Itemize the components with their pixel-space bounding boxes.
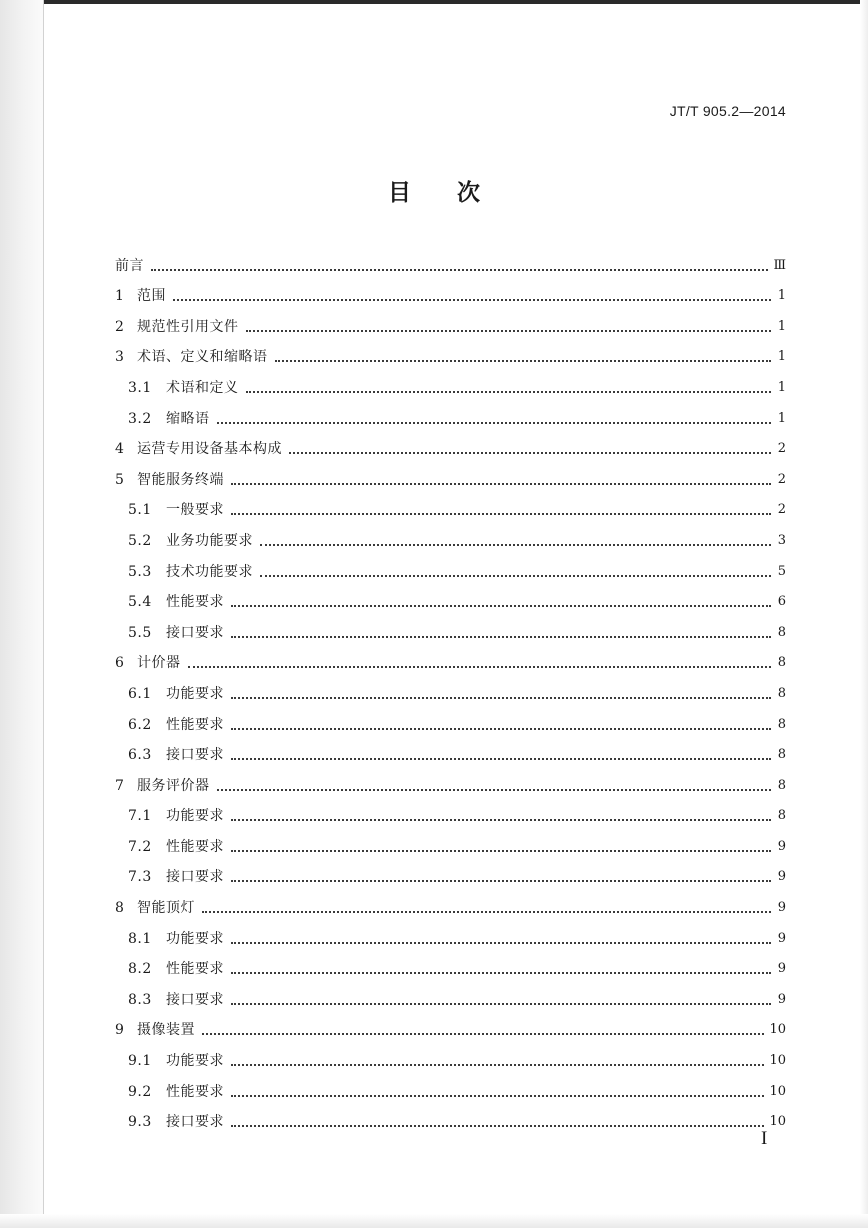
toc-entry-page: 8 xyxy=(777,716,786,732)
toc-entry[interactable] xyxy=(115,856,786,887)
toc-entry-page: 9 xyxy=(777,869,786,885)
toc-entry-page: 6 xyxy=(777,594,786,610)
toc-entry-number: 3.2 xyxy=(128,410,152,427)
toc-entry-number: 8.3 xyxy=(128,991,152,1008)
toc-dot-leader xyxy=(231,758,771,760)
toc-entry-page: 1 xyxy=(777,410,786,426)
toc-entry[interactable] xyxy=(115,642,786,673)
toc-entry-number: 9.1 xyxy=(128,1053,152,1070)
toc-entry[interactable] xyxy=(115,489,786,520)
toc-entry-number: 8 xyxy=(115,900,124,917)
toc-entry-label: 术语、定义和缩略语 xyxy=(137,349,268,366)
toc-dot-leader xyxy=(231,605,771,607)
table-of-contents xyxy=(115,244,786,1131)
scan-top-edge xyxy=(0,0,868,4)
toc-entry-number: 9.2 xyxy=(128,1083,152,1100)
toc-entry-number: 7 xyxy=(115,777,124,794)
document-code: JT/T 905.2—2014 xyxy=(669,103,786,119)
toc-entry-label: 范围 xyxy=(137,288,166,305)
toc-entry-number: 7.2 xyxy=(128,838,152,855)
toc-entry[interactable] xyxy=(115,886,786,917)
toc-dot-leader xyxy=(231,1003,771,1005)
toc-entry-label: 运营专用设备基本构成 xyxy=(137,441,282,458)
toc-dot-leader xyxy=(231,636,771,638)
toc-entry[interactable] xyxy=(115,550,786,581)
toc-entry-label: 功能要求 xyxy=(166,930,224,947)
toc-entry-label: 摄像装置 xyxy=(137,1022,195,1039)
toc-entry-page: 1 xyxy=(777,349,786,365)
toc-entry[interactable] xyxy=(115,917,786,948)
toc-entry[interactable] xyxy=(115,458,786,489)
toc-entry[interactable] xyxy=(115,519,786,550)
toc-entry-page: 9 xyxy=(777,961,786,977)
toc-entry-number: 1 xyxy=(115,288,124,305)
toc-entry-label: 术语和定义 xyxy=(166,379,239,396)
toc-entry-number: 9.3 xyxy=(128,1114,152,1131)
toc-entry[interactable] xyxy=(115,734,786,765)
toc-entry-label: 接口要求 xyxy=(166,991,224,1008)
toc-entry-label: 一般要求 xyxy=(166,502,224,519)
toc-entry-number: 6 xyxy=(115,655,124,672)
toc-dot-leader xyxy=(231,697,771,699)
toc-dot-leader xyxy=(231,1064,764,1066)
toc-entry-page: 10 xyxy=(769,1114,786,1130)
toc-entry-number: 3.1 xyxy=(128,379,152,396)
toc-dot-leader xyxy=(260,544,771,546)
toc-entry-label: 技术功能要求 xyxy=(166,563,253,580)
toc-entry-label: 前言 xyxy=(115,257,144,274)
toc-entry-page: Ⅲ xyxy=(773,257,786,273)
toc-entry-number: 2 xyxy=(115,318,124,335)
toc-entry-page: 10 xyxy=(769,1022,786,1038)
toc-entry-page: 1 xyxy=(777,288,786,304)
toc-entry-number: 7.1 xyxy=(128,808,152,825)
toc-entry[interactable] xyxy=(115,764,786,795)
toc-dot-leader xyxy=(217,789,772,791)
toc-dot-leader xyxy=(275,360,772,362)
toc-entry-page: 8 xyxy=(777,777,786,793)
toc-entry-page: 1 xyxy=(777,379,786,395)
toc-entry-page: 8 xyxy=(777,808,786,824)
toc-entry-page: 2 xyxy=(777,502,786,518)
toc-entry-label: 业务功能要求 xyxy=(166,532,253,549)
toc-entry-label: 性能要求 xyxy=(166,961,224,978)
toc-entry-page: 9 xyxy=(777,900,786,916)
toc-entry-label: 性能要求 xyxy=(166,838,224,855)
toc-entry-page: 5 xyxy=(777,563,786,579)
toc-entry-label: 功能要求 xyxy=(166,685,224,702)
toc-entry-page: 9 xyxy=(777,930,786,946)
toc-entry-label: 缩略语 xyxy=(166,410,210,427)
toc-dot-leader xyxy=(231,972,771,974)
toc-entry-label: 服务评价器 xyxy=(137,777,210,794)
toc-dot-leader xyxy=(231,942,771,944)
toc-entry-number: 6.2 xyxy=(128,716,152,733)
page-number: I xyxy=(761,1128,768,1149)
toc-dot-leader xyxy=(202,911,771,913)
toc-entry-number: 6.3 xyxy=(128,747,152,764)
scan-bottom-edge xyxy=(0,1214,868,1228)
toc-entry-page: 10 xyxy=(769,1083,786,1099)
toc-entry-number: 5.3 xyxy=(128,563,152,580)
toc-entry-number: 3 xyxy=(115,349,124,366)
toc-dot-leader xyxy=(202,1033,764,1035)
toc-entry[interactable] xyxy=(115,672,786,703)
toc-entry-number: 5 xyxy=(115,471,124,488)
toc-dot-leader xyxy=(151,269,768,271)
toc-dot-leader xyxy=(231,819,771,821)
toc-entry-label: 性能要求 xyxy=(166,1083,224,1100)
toc-entry-number: 7.3 xyxy=(128,869,152,886)
toc-entry[interactable] xyxy=(115,978,786,1009)
toc-entry-number: 4 xyxy=(115,441,124,458)
toc-entry-page: 1 xyxy=(777,318,786,334)
toc-dot-leader xyxy=(231,1095,764,1097)
toc-entry-label: 智能服务终端 xyxy=(137,471,224,488)
toc-entry-number: 8.2 xyxy=(128,961,152,978)
toc-entry-page: 9 xyxy=(777,991,786,1007)
toc-entry-number: 5.4 xyxy=(128,594,152,611)
toc-entry-number: 5.2 xyxy=(128,532,152,549)
toc-dot-leader xyxy=(231,850,771,852)
toc-entry[interactable] xyxy=(115,611,786,642)
toc-entry[interactable] xyxy=(115,1070,786,1101)
toc-entry-number: 5.5 xyxy=(128,624,152,641)
toc-dot-leader xyxy=(260,575,771,577)
toc-entry-label: 接口要求 xyxy=(166,1114,224,1131)
toc-dot-leader xyxy=(246,391,772,393)
toc-entry-label: 功能要求 xyxy=(166,808,224,825)
toc-entry[interactable] xyxy=(115,275,786,306)
toc-entry-label: 功能要求 xyxy=(166,1053,224,1070)
toc-entry-label: 计价器 xyxy=(137,655,181,672)
toc-entry[interactable] xyxy=(115,1009,786,1040)
toc-dot-leader xyxy=(188,666,772,668)
toc-entry[interactable] xyxy=(115,1101,786,1132)
page-title: 目次 xyxy=(388,180,526,206)
toc-entry-number: 8.1 xyxy=(128,930,152,947)
toc-entry[interactable] xyxy=(115,366,786,397)
toc-entry-page: 9 xyxy=(777,838,786,854)
toc-entry-label: 性能要求 xyxy=(166,716,224,733)
toc-entry[interactable] xyxy=(115,825,786,856)
toc-dot-leader xyxy=(231,513,771,515)
toc-entry-label: 智能顶灯 xyxy=(137,900,195,917)
toc-dot-leader xyxy=(231,880,771,882)
toc-entry[interactable] xyxy=(115,428,786,459)
toc-entry-page: 3 xyxy=(777,532,786,548)
toc-dot-leader xyxy=(231,728,771,730)
toc-entry[interactable] xyxy=(115,336,786,367)
toc-dot-leader xyxy=(246,330,772,332)
toc-entry-number: 6.1 xyxy=(128,685,152,702)
toc-entry[interactable] xyxy=(115,397,786,428)
toc-entry[interactable] xyxy=(115,703,786,734)
toc-entry[interactable] xyxy=(115,305,786,336)
toc-entry-page: 8 xyxy=(777,655,786,671)
toc-entry[interactable] xyxy=(115,795,786,826)
toc-entry[interactable] xyxy=(115,948,786,979)
toc-entry-label: 接口要求 xyxy=(166,869,224,886)
toc-dot-leader xyxy=(289,452,771,454)
toc-entry[interactable] xyxy=(115,581,786,612)
toc-entry-page: 10 xyxy=(769,1053,786,1069)
toc-entry-page: 8 xyxy=(777,685,786,701)
toc-dot-leader xyxy=(231,1125,764,1127)
toc-dot-leader xyxy=(173,299,771,301)
toc-entry-number: 5.1 xyxy=(128,502,152,519)
toc-entry-label: 接口要求 xyxy=(166,624,224,641)
toc-entry[interactable] xyxy=(115,1039,786,1070)
toc-entry-label: 性能要求 xyxy=(166,594,224,611)
toc-entry-label: 接口要求 xyxy=(166,747,224,764)
toc-entry-page: 2 xyxy=(777,471,786,487)
toc-entry-page: 8 xyxy=(777,747,786,763)
toc-dot-leader xyxy=(231,483,771,485)
toc-entry[interactable] xyxy=(115,244,786,275)
toc-entry-number: 9 xyxy=(115,1022,124,1039)
toc-entry-label: 规范性引用文件 xyxy=(137,318,239,335)
toc-entry-page: 8 xyxy=(777,624,786,640)
toc-entry-page: 2 xyxy=(777,441,786,457)
toc-dot-leader xyxy=(217,422,772,424)
